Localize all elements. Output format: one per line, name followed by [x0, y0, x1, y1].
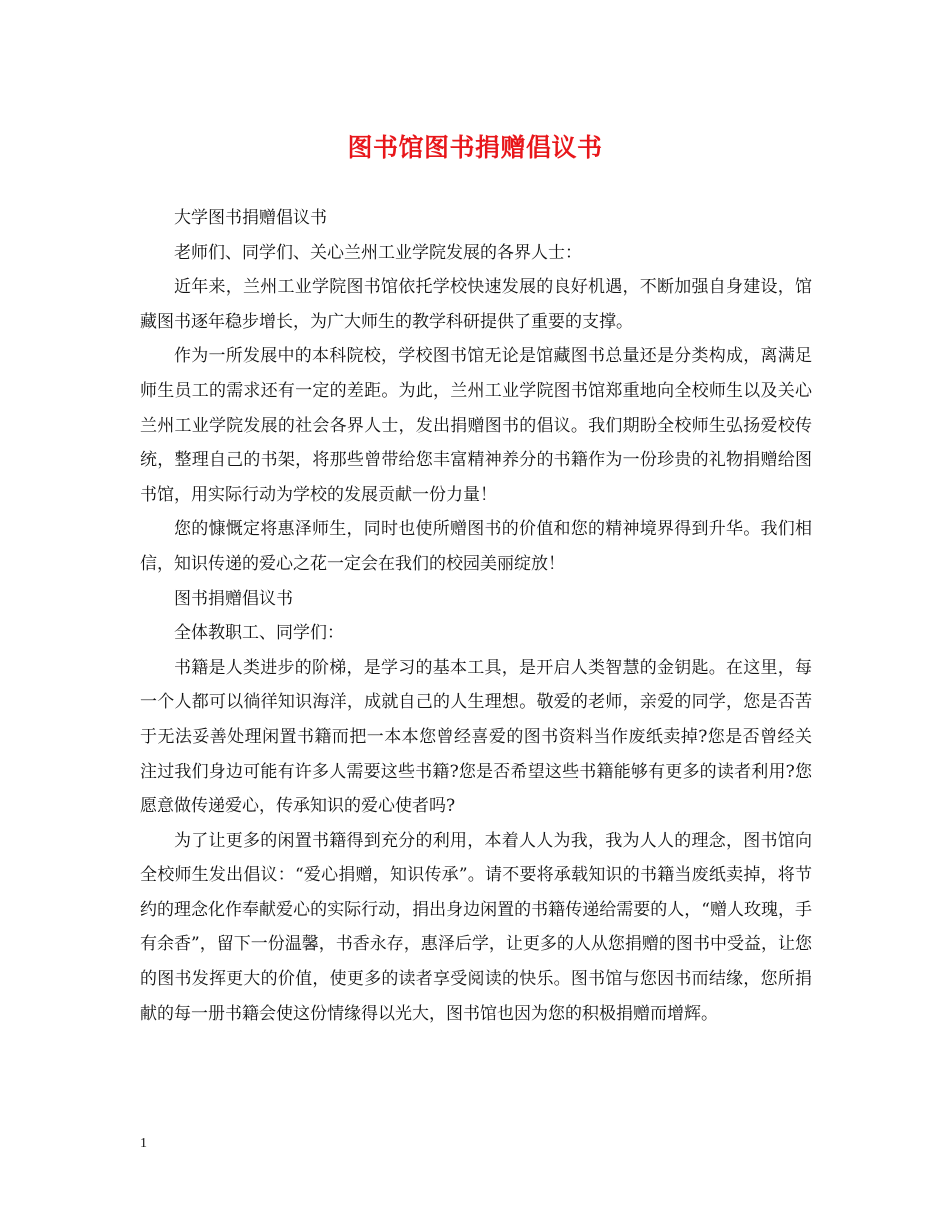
paragraph-salutation-1: 老师们、同学们、关心兰州工业学院发展的各界人士： — [174, 242, 582, 263]
paragraph-body: 您的慷慨定将惠泽师生，同时也使所赠图书的价值和您的精神境界得到升华。我们相信，知识传递的爱心之花一定会在我们的校园美丽绽放！ — [140, 519, 812, 574]
paragraph-body: 作为一所发展中的本科院校，学校图书馆无论是馆藏图书总量还是分类构成，离满足师生员工的需求还有一定的差距。为此，兰州工业学院图书馆郑重地向全校师生以及关心兰州工业学院发展的社会各界人士，发出捐赠图书的倡议。我们期盼全校师生弘扬爱校传统，整理自己的书架，将那些曾带给您丰富精神养分的书籍作为一份珍贵的礼物捐赠给图书馆，用实际行动为学校的发展贡献一份力量！ — [140, 346, 812, 505]
paragraph-body: 为了让更多的闲置书籍得到充分的利用，本着人人为我，我为人人的理念，图书馆向全校师生发出倡议：“爱心捐赠，知识传承”。请不要将承载知识的书籍当废纸卖掉，将节约的理念化作奉献爱心的实际行动，捐出身边闲置的书籍传递给需要的人，“赠人玫瑰，手有余香”，留下一份温馨，书香永存，惠泽后学，让更多的人从您捐赠的图书中受益，让您的图书发挥更大的价值，使更多的读者享受阅读的快乐。图书馆与您因书而结缘，您所捐献的每一册书籍会使这份情缘得以光大，图书馆也因为您的积极捐赠而增辉。 — [140, 830, 812, 1024]
paragraph-body: 书籍是人类进步的阶梯，是学习的基本工具，是开启人类智慧的金钥匙。在这里，每一个人都可以徜徉知识海洋，成就自己的人生理想。敬爱的老师，亲爱的同学，您是否苦于无法妥善处理闲置书籍而把一本本您曾经喜爱的图书资料当作废纸卖掉?您是否曾经关注过我们身边可能有许多人需要这些书籍?您是否希望这些书籍能够有更多的读者利用?您愿意做传递爱心，传承知识的爱心使者吗? — [140, 657, 812, 817]
paragraph-heading-1: 大学图书捐赠倡议书 — [174, 208, 327, 228]
paragraph-salutation-2: 全体教职工、同学们： — [174, 623, 344, 644]
page-number: 1 — [140, 1136, 147, 1151]
document-body — [140, 201, 812, 1031]
paragraph-body: 近年来，兰州工业学院图书馆依托学校快速发展的良好机遇，不断加强自身建设，馆藏图书逐年稳步增长，为广大师生的教学科研提供了重要的支撑。 — [140, 277, 812, 332]
document-title: 图书馆图书捐赠倡议书 — [347, 133, 603, 162]
paragraph-heading-2: 图书捐赠倡议书 — [174, 588, 293, 609]
